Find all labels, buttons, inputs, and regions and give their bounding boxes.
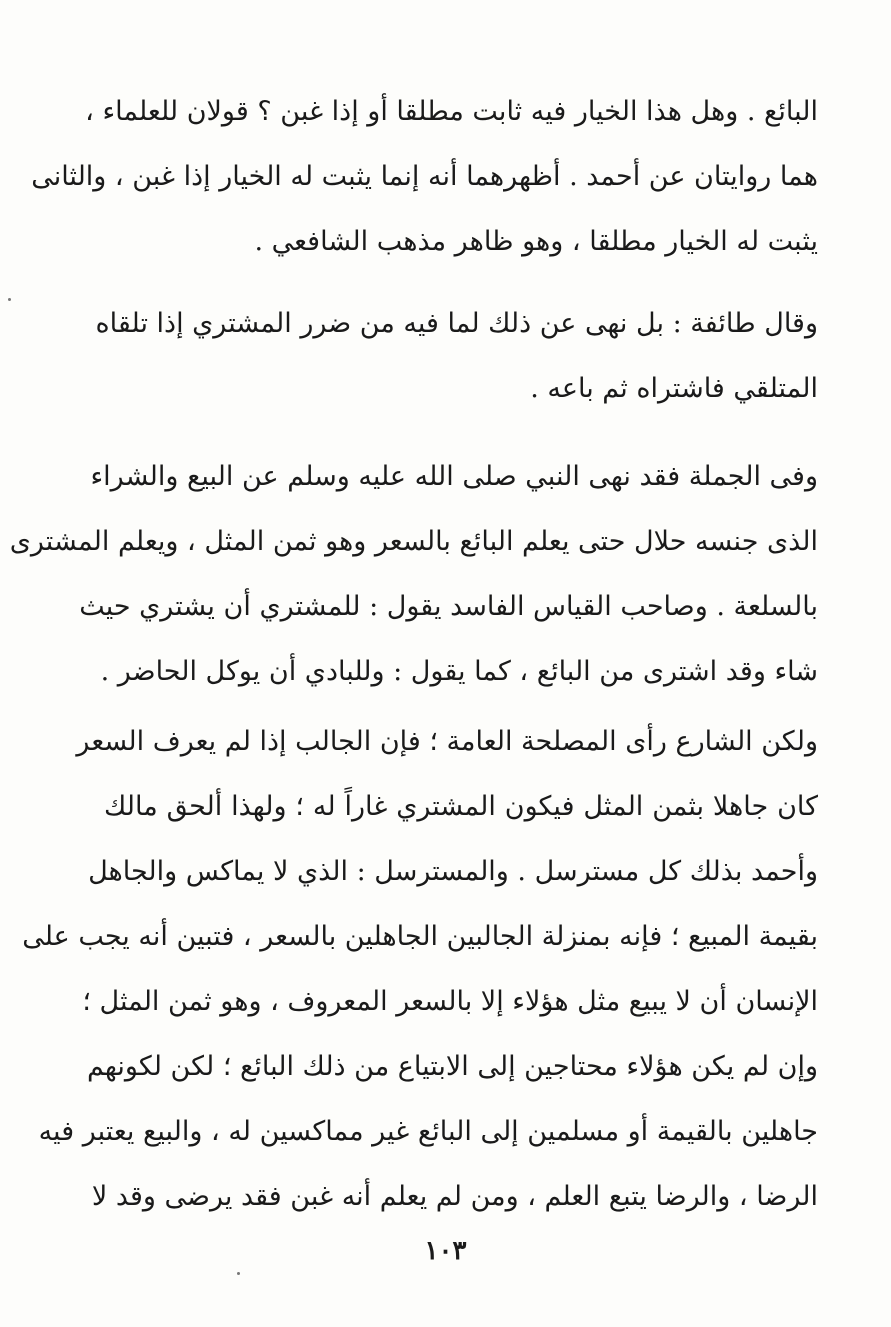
paragraph-2 (95, 291, 818, 421)
text-line: وقال طائفة : بل نهى عن ذلك لما فيه من ضرر المشتري إذا تلقاه (95, 308, 818, 339)
page-number: ١٠٣ (424, 1236, 467, 1266)
scan-speck (8, 298, 11, 301)
text-line: وفى الجملة فقد نهى النبي صلى الله عليه وسلم عن البيع والشراء (90, 461, 818, 492)
text-line: جاهلين بالقيمة أو مسلمين إلى البائع غير مماكسين له ، والبيع يعتبر فيه (38, 1116, 818, 1147)
text-line: الإنسان أن لا يبيع مثل هؤلاء إلا بالسعر المعروف ، وهو ثمن المثل ؛ (82, 986, 818, 1017)
text-line: وأحمد بذلك كل مسترسل . والمسترسل : الذي لا يماكس والجاهل (88, 856, 818, 887)
text-line: الذى جنسه حلال حتى يعلم البائع بالسعر وهو ثمن المثل ، ويعلم المشترى (9, 526, 818, 557)
text-line: يثبت له الخيار مطلقا ، وهو ظاهر مذهب الشافعي . (254, 226, 818, 257)
paragraph-3 (9, 444, 818, 704)
text-line: وإن لم يكن هؤلاء محتاجين إلى الابتياع من ذلك البائع ؛ لكن لكونهم (86, 1051, 818, 1082)
paragraph-1 (31, 79, 818, 274)
text-line: بالسلعة . وصاحب القياس الفاسد يقول : للمشتري أن يشتري حيث (79, 591, 818, 622)
text-line: بقيمة المبيع ؛ فإنه بمنزلة الجالبين الجاهلين بالسعر ، فتبين أنه يجب على (22, 921, 818, 952)
text-line: الرضا ، والرضا يتبع العلم ، ومن لم يعلم أنه غبن فقد يرضى وقد لا (91, 1181, 818, 1212)
text-line: هما روايتان عن أحمد . أظهرهما أنه إنما يثبت له الخيار إذا غبن ، والثانى (31, 161, 818, 192)
paragraph-4 (22, 709, 818, 1229)
text-line: ولكن الشارع رأى المصلحة العامة ؛ فإن الجالب إذا لم يعرف السعر (76, 726, 818, 757)
scan-speck (237, 1272, 240, 1275)
text-line: البائع . وهل هذا الخيار فيه ثابت مطلقا أو إذا غبن ؟ قولان للعلماء ، (85, 96, 818, 127)
text-line: المتلقي فاشتراه ثم باعه . (530, 373, 818, 404)
text-line: كان جاهلا بثمن المثل فيكون المشتري غاراً له ؛ ولهذا ألحق مالك (104, 791, 818, 822)
text-line: شاء وقد اشترى من البائع ، كما يقول : وللبادي أن يوكل الحاضر . (100, 656, 818, 687)
